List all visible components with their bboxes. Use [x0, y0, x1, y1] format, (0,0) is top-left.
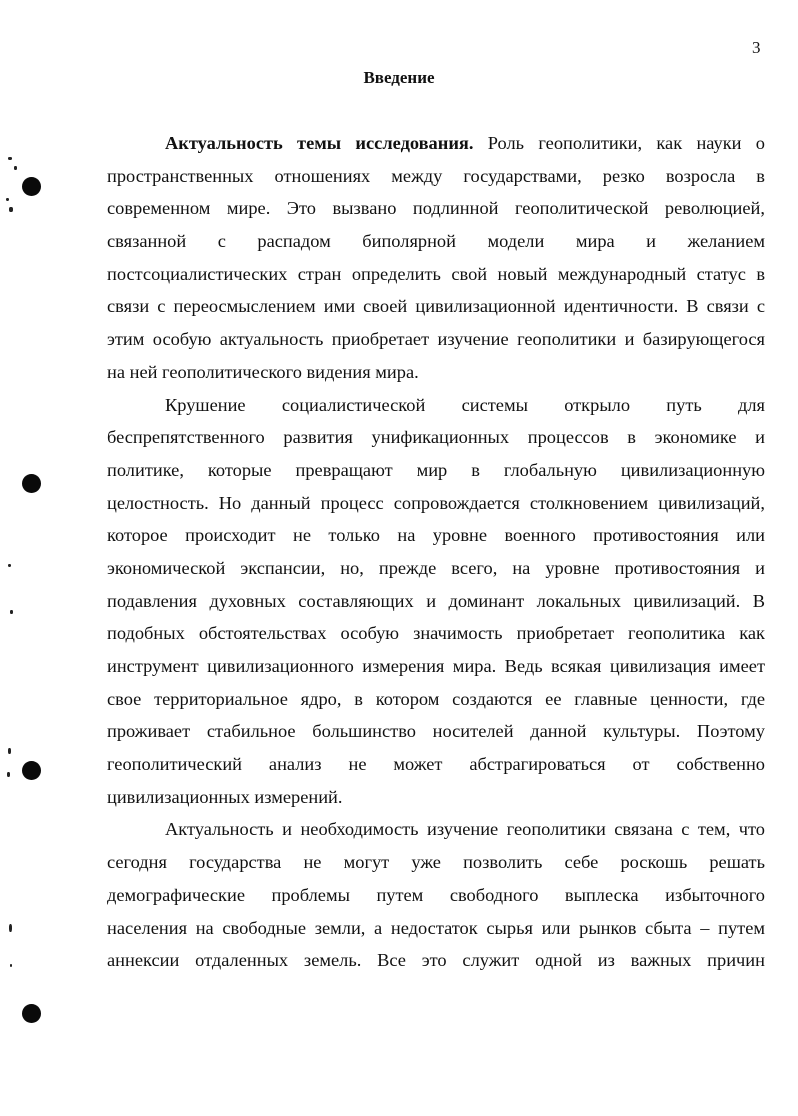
scan-speck: [8, 564, 11, 567]
punch-hole: [22, 761, 41, 780]
text-line: пространственных отношениях между государствами, резко возросла в: [107, 165, 765, 186]
text-line: Актуальность и необходимость изучение геополитики связана с тем, что: [165, 819, 765, 840]
text-line: населения на свободные земли, а недостаток сырья или рынков сбыта – путем: [107, 917, 765, 938]
scan-speck: [9, 924, 12, 932]
lead-phrase: Актуальность темы исследования.: [165, 133, 474, 153]
text-line: аннексии отдаленных земель. Все это служит одной из важных причин: [107, 950, 765, 971]
text-line: политике, которые превращают мир в глобальную цивилизационную: [107, 459, 765, 480]
paragraph-3: [107, 813, 765, 976]
text-line: связанной с распадом биполярной модели мира и желанием: [107, 231, 765, 252]
text-line: на ней геополитического видения мира.: [107, 361, 419, 382]
text-line: Крушение социалистической системы открыло путь для: [165, 394, 765, 415]
scan-speck: [8, 748, 11, 754]
text-line: этим особую актуальность приобретает изучение геополитики и базирующегося: [107, 329, 765, 350]
text-line: постсоциалистических стран определить свой новый международный статус в: [107, 263, 765, 284]
line-text: Роль геополитики, как науки о: [473, 133, 765, 153]
text-line: беспрепятственного развития унификационных процессов в экономике и: [107, 427, 765, 448]
text-line: подобных обстоятельствах особую значимость приобретает геополитика как: [107, 623, 765, 644]
punch-hole: [22, 177, 41, 196]
text-line: инструмент цивилизационного измерения мира. Ведь всякая цивилизация имеет: [107, 656, 765, 676]
section-heading: Введение: [363, 68, 435, 87]
punch-hole: [22, 474, 41, 493]
text-line: целостность. Но данный процесс сопровождается столкновением цивилизаций,: [107, 492, 765, 513]
text-line: демографические проблемы путем свободного выплеска избыточного: [107, 884, 765, 905]
text-line: [107, 127, 765, 160]
punch-hole: [22, 1004, 41, 1023]
document-body: [107, 127, 765, 977]
scan-speck: [7, 772, 10, 777]
text-line: которое происходит не только на уровне военного противостояния или: [107, 525, 765, 546]
paragraph-2: [107, 389, 765, 814]
text-line: сегодня государства не могут уже позволить себе роскошь решать: [107, 852, 765, 873]
text-line: геополитический анализ не может абстрагироваться от собственно: [107, 754, 765, 775]
paragraph-1: [107, 127, 765, 389]
text-line: цивилизационных измерений.: [107, 786, 343, 807]
scan-speck: [9, 207, 13, 212]
text-line: современном мире. Это вызвано подлинной геополитической революцией,: [107, 198, 765, 219]
text-line: проживает стабильное большинство носителей данной культуры. Поэтому: [107, 721, 765, 742]
page-number: 3: [752, 38, 761, 57]
scan-speck: [14, 166, 17, 170]
scan-speck: [10, 964, 12, 967]
text-line: связи с переосмыслением ими своей цивилизационной идентичности. В связи с: [107, 296, 765, 317]
text-line: свое территориальное ядро, в котором создаются ее главные ценности, где: [107, 688, 765, 709]
scan-speck: [6, 198, 9, 201]
scan-speck: [10, 610, 13, 614]
text-line: экономической экспансии, но, прежде всего, на уровне противостояния и: [107, 557, 765, 578]
text-line: подавления духовных составляющих и доминант локальных цивилизаций. В: [107, 590, 765, 611]
scan-speck: [8, 157, 12, 160]
